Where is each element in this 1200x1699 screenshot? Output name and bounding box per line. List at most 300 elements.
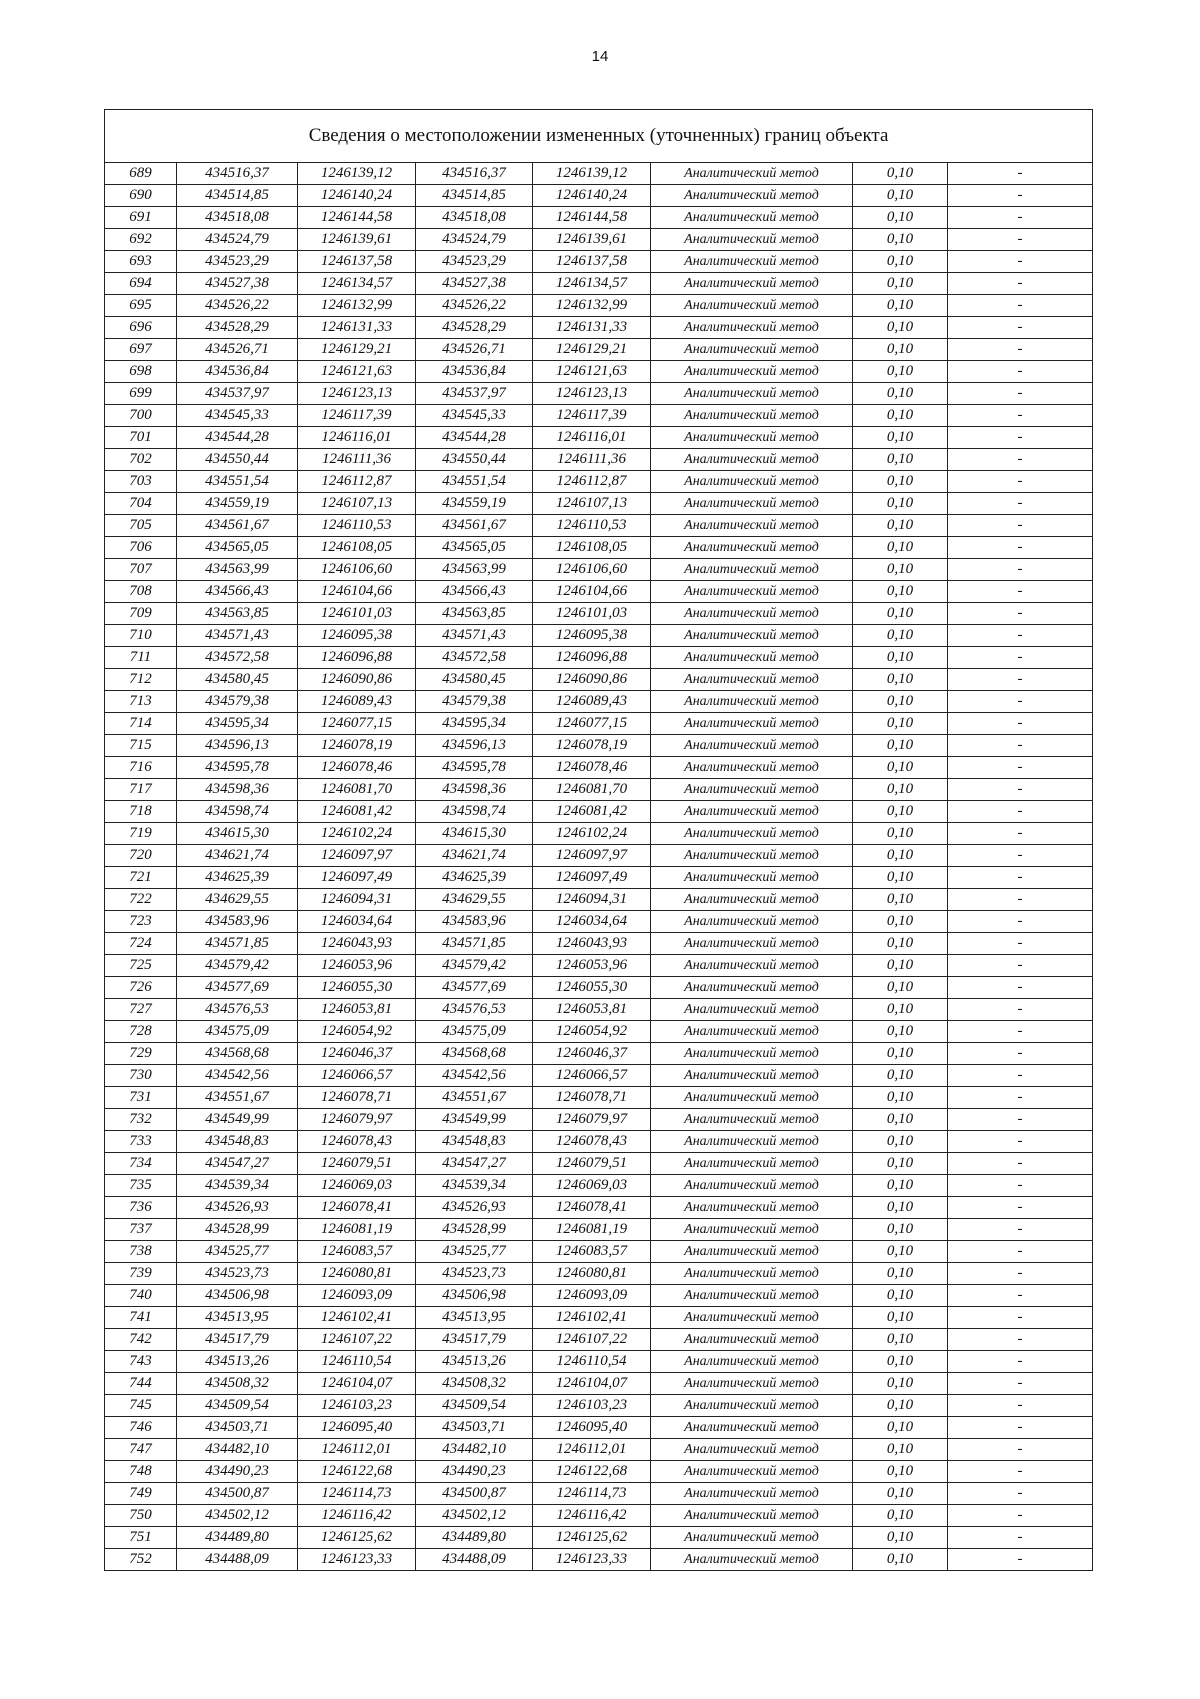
accuracy-cell: 0,10	[853, 185, 948, 207]
method-cell: Аналитический метод	[651, 471, 853, 493]
y-old-cell: 1246123,33	[298, 1549, 416, 1571]
note-cell: -	[948, 1197, 1093, 1219]
y-new-cell: 1246053,96	[533, 955, 651, 977]
table-row	[105, 779, 1093, 801]
boundary-table	[104, 109, 1093, 1571]
note-cell: -	[948, 1395, 1093, 1417]
method-cell: Аналитический метод	[651, 1065, 853, 1087]
y-new-cell: 1246077,15	[533, 713, 651, 735]
method-cell: Аналитический метод	[651, 163, 853, 185]
table-row	[105, 295, 1093, 317]
y-new-cell: 1246114,73	[533, 1483, 651, 1505]
x-new-cell: 434526,71	[416, 339, 533, 361]
note-cell: -	[948, 1065, 1093, 1087]
y-old-cell: 1246123,13	[298, 383, 416, 405]
method-cell: Аналитический метод	[651, 251, 853, 273]
point-number-cell: 704	[105, 493, 177, 515]
y-old-cell: 1246107,13	[298, 493, 416, 515]
y-new-cell: 1246034,64	[533, 911, 651, 933]
y-new-cell: 1246116,01	[533, 427, 651, 449]
y-new-cell: 1246080,81	[533, 1263, 651, 1285]
x-old-cell: 434544,28	[177, 427, 298, 449]
method-cell: Аналитический метод	[651, 1439, 853, 1461]
x-old-cell: 434509,54	[177, 1395, 298, 1417]
y-old-cell: 1246107,22	[298, 1329, 416, 1351]
point-number-cell: 724	[105, 933, 177, 955]
x-new-cell: 434539,34	[416, 1175, 533, 1197]
note-cell: -	[948, 955, 1093, 977]
accuracy-cell: 0,10	[853, 845, 948, 867]
table-row	[105, 383, 1093, 405]
point-number-cell: 751	[105, 1527, 177, 1549]
table-row	[105, 1483, 1093, 1505]
method-cell: Аналитический метод	[651, 779, 853, 801]
x-new-cell: 434575,09	[416, 1021, 533, 1043]
table-row	[105, 911, 1093, 933]
y-new-cell: 1246081,70	[533, 779, 651, 801]
point-number-cell: 738	[105, 1241, 177, 1263]
point-number-cell: 736	[105, 1197, 177, 1219]
method-cell: Аналитический метод	[651, 1087, 853, 1109]
note-cell: -	[948, 911, 1093, 933]
point-number-cell: 740	[105, 1285, 177, 1307]
x-old-cell: 434513,95	[177, 1307, 298, 1329]
point-number-cell: 695	[105, 295, 177, 317]
x-old-cell: 434583,96	[177, 911, 298, 933]
x-old-cell: 434508,32	[177, 1373, 298, 1395]
x-new-cell: 434525,77	[416, 1241, 533, 1263]
x-old-cell: 434580,45	[177, 669, 298, 691]
y-old-cell: 1246103,23	[298, 1395, 416, 1417]
y-old-cell: 1246102,41	[298, 1307, 416, 1329]
x-new-cell: 434629,55	[416, 889, 533, 911]
point-number-cell: 743	[105, 1351, 177, 1373]
y-new-cell: 1246079,97	[533, 1109, 651, 1131]
accuracy-cell: 0,10	[853, 559, 948, 581]
y-old-cell: 1246078,19	[298, 735, 416, 757]
method-cell: Аналитический метод	[651, 1417, 853, 1439]
y-old-cell: 1246089,43	[298, 691, 416, 713]
y-old-cell: 1246077,15	[298, 713, 416, 735]
y-old-cell: 1246043,93	[298, 933, 416, 955]
note-cell: -	[948, 1417, 1093, 1439]
table-row	[105, 1307, 1093, 1329]
point-number-cell: 748	[105, 1461, 177, 1483]
point-number-cell: 722	[105, 889, 177, 911]
y-old-cell: 1246104,66	[298, 581, 416, 603]
note-cell: -	[948, 1285, 1093, 1307]
x-old-cell: 434572,58	[177, 647, 298, 669]
x-old-cell: 434561,67	[177, 515, 298, 537]
x-old-cell: 434565,05	[177, 537, 298, 559]
accuracy-cell: 0,10	[853, 471, 948, 493]
point-number-cell: 698	[105, 361, 177, 383]
method-cell: Аналитический метод	[651, 1549, 853, 1571]
x-old-cell: 434525,77	[177, 1241, 298, 1263]
point-number-cell: 697	[105, 339, 177, 361]
note-cell: -	[948, 1087, 1093, 1109]
y-old-cell: 1246139,61	[298, 229, 416, 251]
note-cell: -	[948, 867, 1093, 889]
point-number-cell: 717	[105, 779, 177, 801]
note-cell: -	[948, 471, 1093, 493]
y-new-cell: 1246123,13	[533, 383, 651, 405]
method-cell: Аналитический метод	[651, 1285, 853, 1307]
page-number: 14	[591, 48, 609, 65]
table-row	[105, 1439, 1093, 1461]
y-old-cell: 1246079,97	[298, 1109, 416, 1131]
y-new-cell: 1246112,01	[533, 1439, 651, 1461]
table-body	[105, 110, 1093, 1571]
x-new-cell: 434571,43	[416, 625, 533, 647]
x-new-cell: 434568,68	[416, 1043, 533, 1065]
method-cell: Аналитический метод	[651, 1505, 853, 1527]
x-new-cell: 434488,09	[416, 1549, 533, 1571]
point-number-cell: 718	[105, 801, 177, 823]
table-row	[105, 207, 1093, 229]
table-row	[105, 1285, 1093, 1307]
accuracy-cell: 0,10	[853, 361, 948, 383]
method-cell: Аналитический метод	[651, 801, 853, 823]
point-number-cell: 691	[105, 207, 177, 229]
table-row	[105, 185, 1093, 207]
accuracy-cell: 0,10	[853, 339, 948, 361]
note-cell: -	[948, 317, 1093, 339]
x-new-cell: 434615,30	[416, 823, 533, 845]
table-row	[105, 1461, 1093, 1483]
x-new-cell: 434551,54	[416, 471, 533, 493]
method-cell: Аналитический метод	[651, 647, 853, 669]
method-cell: Аналитический метод	[651, 405, 853, 427]
note-cell: -	[948, 1109, 1093, 1131]
point-number-cell: 708	[105, 581, 177, 603]
note-cell: -	[948, 801, 1093, 823]
point-number-cell: 703	[105, 471, 177, 493]
note-cell: -	[948, 273, 1093, 295]
y-new-cell: 1246140,24	[533, 185, 651, 207]
x-new-cell: 434549,99	[416, 1109, 533, 1131]
x-new-cell: 434580,45	[416, 669, 533, 691]
accuracy-cell: 0,10	[853, 1527, 948, 1549]
y-new-cell: 1246108,05	[533, 537, 651, 559]
y-new-cell: 1246104,07	[533, 1373, 651, 1395]
accuracy-cell: 0,10	[853, 1483, 948, 1505]
table-row	[105, 867, 1093, 889]
y-old-cell: 1246111,36	[298, 449, 416, 471]
x-new-cell: 434506,98	[416, 1285, 533, 1307]
method-cell: Аналитический метод	[651, 537, 853, 559]
table-row	[105, 1219, 1093, 1241]
x-new-cell: 434577,69	[416, 977, 533, 999]
accuracy-cell: 0,10	[853, 449, 948, 471]
table-row	[105, 1065, 1093, 1087]
y-new-cell: 1246096,88	[533, 647, 651, 669]
x-new-cell: 434527,38	[416, 273, 533, 295]
note-cell: -	[948, 1241, 1093, 1263]
note-cell: -	[948, 1527, 1093, 1549]
y-new-cell: 1246104,66	[533, 581, 651, 603]
point-number-cell: 750	[105, 1505, 177, 1527]
y-old-cell: 1246093,09	[298, 1285, 416, 1307]
y-new-cell: 1246144,58	[533, 207, 651, 229]
x-new-cell: 434576,53	[416, 999, 533, 1021]
note-cell: -	[948, 1439, 1093, 1461]
table-caption-row	[105, 110, 1093, 163]
x-new-cell: 434542,56	[416, 1065, 533, 1087]
method-cell: Аналитический метод	[651, 229, 853, 251]
accuracy-cell: 0,10	[853, 1153, 948, 1175]
accuracy-cell: 0,10	[853, 955, 948, 977]
note-cell: -	[948, 493, 1093, 515]
y-new-cell: 1246110,54	[533, 1351, 651, 1373]
method-cell: Аналитический метод	[651, 1109, 853, 1131]
x-new-cell: 434598,74	[416, 801, 533, 823]
y-old-cell: 1246131,33	[298, 317, 416, 339]
point-number-cell: 713	[105, 691, 177, 713]
point-number-cell: 747	[105, 1439, 177, 1461]
y-new-cell: 1246116,42	[533, 1505, 651, 1527]
method-cell: Аналитический метод	[651, 625, 853, 647]
y-old-cell: 1246112,87	[298, 471, 416, 493]
y-old-cell: 1246078,43	[298, 1131, 416, 1153]
point-number-cell: 712	[105, 669, 177, 691]
x-new-cell: 434547,27	[416, 1153, 533, 1175]
note-cell: -	[948, 581, 1093, 603]
y-old-cell: 1246110,54	[298, 1351, 416, 1373]
method-cell: Аналитический метод	[651, 669, 853, 691]
x-new-cell: 434536,84	[416, 361, 533, 383]
method-cell: Аналитический метод	[651, 823, 853, 845]
x-old-cell: 434550,44	[177, 449, 298, 471]
y-old-cell: 1246144,58	[298, 207, 416, 229]
note-cell: -	[948, 669, 1093, 691]
y-new-cell: 1246125,62	[533, 1527, 651, 1549]
x-old-cell: 434621,74	[177, 845, 298, 867]
y-new-cell: 1246102,24	[533, 823, 651, 845]
y-new-cell: 1246131,33	[533, 317, 651, 339]
x-new-cell: 434550,44	[416, 449, 533, 471]
note-cell: -	[948, 889, 1093, 911]
x-new-cell: 434537,97	[416, 383, 533, 405]
y-old-cell: 1246140,24	[298, 185, 416, 207]
x-old-cell: 434528,99	[177, 1219, 298, 1241]
x-old-cell: 434551,67	[177, 1087, 298, 1109]
x-old-cell: 434563,85	[177, 603, 298, 625]
x-old-cell: 434516,37	[177, 163, 298, 185]
y-new-cell: 1246123,33	[533, 1549, 651, 1571]
y-new-cell: 1246117,39	[533, 405, 651, 427]
y-old-cell: 1246081,42	[298, 801, 416, 823]
y-new-cell: 1246094,31	[533, 889, 651, 911]
point-number-cell: 716	[105, 757, 177, 779]
method-cell: Аналитический метод	[651, 757, 853, 779]
point-number-cell: 727	[105, 999, 177, 1021]
note-cell: -	[948, 361, 1093, 383]
method-cell: Аналитический метод	[651, 889, 853, 911]
x-old-cell: 434502,12	[177, 1505, 298, 1527]
table-row	[105, 801, 1093, 823]
y-old-cell: 1246090,86	[298, 669, 416, 691]
accuracy-cell: 0,10	[853, 801, 948, 823]
note-cell: -	[948, 185, 1093, 207]
note-cell: -	[948, 977, 1093, 999]
note-cell: -	[948, 559, 1093, 581]
table-row	[105, 603, 1093, 625]
y-old-cell: 1246053,81	[298, 999, 416, 1021]
y-old-cell: 1246083,57	[298, 1241, 416, 1263]
x-old-cell: 434514,85	[177, 185, 298, 207]
table-row	[105, 1417, 1093, 1439]
method-cell: Аналитический метод	[651, 1329, 853, 1351]
x-old-cell: 434571,85	[177, 933, 298, 955]
y-new-cell: 1246079,51	[533, 1153, 651, 1175]
method-cell: Аналитический метод	[651, 713, 853, 735]
method-cell: Аналитический метод	[651, 1175, 853, 1197]
accuracy-cell: 0,10	[853, 691, 948, 713]
point-number-cell: 752	[105, 1549, 177, 1571]
table-row	[105, 581, 1093, 603]
method-cell: Аналитический метод	[651, 185, 853, 207]
table-row	[105, 405, 1093, 427]
x-old-cell: 434576,53	[177, 999, 298, 1021]
y-old-cell: 1246116,01	[298, 427, 416, 449]
accuracy-cell: 0,10	[853, 1417, 948, 1439]
y-old-cell: 1246121,63	[298, 361, 416, 383]
y-old-cell: 1246081,19	[298, 1219, 416, 1241]
x-new-cell: 434514,85	[416, 185, 533, 207]
note-cell: -	[948, 339, 1093, 361]
x-new-cell: 434508,32	[416, 1373, 533, 1395]
table-row	[105, 999, 1093, 1021]
table-row	[105, 515, 1093, 537]
note-cell: -	[948, 449, 1093, 471]
table-row	[105, 339, 1093, 361]
x-new-cell: 434518,08	[416, 207, 533, 229]
table-title: Сведения о местоположении измененных (уточненных) границ объекта	[105, 110, 1093, 163]
accuracy-cell: 0,10	[853, 383, 948, 405]
x-new-cell: 434502,12	[416, 1505, 533, 1527]
x-old-cell: 434506,98	[177, 1285, 298, 1307]
x-old-cell: 434536,84	[177, 361, 298, 383]
method-cell: Аналитический метод	[651, 515, 853, 537]
point-number-cell: 690	[105, 185, 177, 207]
method-cell: Аналитический метод	[651, 1131, 853, 1153]
accuracy-cell: 0,10	[853, 1285, 948, 1307]
y-old-cell: 1246134,57	[298, 273, 416, 295]
accuracy-cell: 0,10	[853, 977, 948, 999]
method-cell: Аналитический метод	[651, 1043, 853, 1065]
y-new-cell: 1246139,12	[533, 163, 651, 185]
y-new-cell: 1246055,30	[533, 977, 651, 999]
point-number-cell: 721	[105, 867, 177, 889]
method-cell: Аналитический метод	[651, 581, 853, 603]
point-number-cell: 715	[105, 735, 177, 757]
y-new-cell: 1246121,63	[533, 361, 651, 383]
table-row	[105, 317, 1093, 339]
method-cell: Аналитический метод	[651, 1307, 853, 1329]
accuracy-cell: 0,10	[853, 999, 948, 1021]
note-cell: -	[948, 383, 1093, 405]
method-cell: Аналитический метод	[651, 691, 853, 713]
accuracy-cell: 0,10	[853, 867, 948, 889]
note-cell: -	[948, 229, 1093, 251]
accuracy-cell: 0,10	[853, 405, 948, 427]
note-cell: -	[948, 1549, 1093, 1571]
x-new-cell: 434523,29	[416, 251, 533, 273]
method-cell: Аналитический метод	[651, 1153, 853, 1175]
x-new-cell: 434583,96	[416, 911, 533, 933]
x-old-cell: 434571,43	[177, 625, 298, 647]
table-row	[105, 1197, 1093, 1219]
point-number-cell: 710	[105, 625, 177, 647]
y-new-cell: 1246110,53	[533, 515, 651, 537]
note-cell: -	[948, 1219, 1093, 1241]
y-new-cell: 1246101,03	[533, 603, 651, 625]
point-number-cell: 723	[105, 911, 177, 933]
y-old-cell: 1246079,51	[298, 1153, 416, 1175]
method-cell: Аналитический метод	[651, 427, 853, 449]
x-new-cell: 434509,54	[416, 1395, 533, 1417]
note-cell: -	[948, 845, 1093, 867]
x-old-cell: 434563,99	[177, 559, 298, 581]
method-cell: Аналитический метод	[651, 867, 853, 889]
point-number-cell: 730	[105, 1065, 177, 1087]
point-number-cell: 719	[105, 823, 177, 845]
x-new-cell: 434559,19	[416, 493, 533, 515]
x-old-cell: 434549,99	[177, 1109, 298, 1131]
y-new-cell: 1246066,57	[533, 1065, 651, 1087]
y-old-cell: 1246034,64	[298, 911, 416, 933]
note-cell: -	[948, 295, 1093, 317]
y-new-cell: 1246129,21	[533, 339, 651, 361]
method-cell: Аналитический метод	[651, 1263, 853, 1285]
x-old-cell: 434539,34	[177, 1175, 298, 1197]
note-cell: -	[948, 251, 1093, 273]
point-number-cell: 689	[105, 163, 177, 185]
x-new-cell: 434566,43	[416, 581, 533, 603]
accuracy-cell: 0,10	[853, 1175, 948, 1197]
y-new-cell: 1246103,23	[533, 1395, 651, 1417]
x-new-cell: 434524,79	[416, 229, 533, 251]
x-new-cell: 434579,42	[416, 955, 533, 977]
method-cell: Аналитический метод	[651, 1395, 853, 1417]
x-new-cell: 434551,67	[416, 1087, 533, 1109]
accuracy-cell: 0,10	[853, 317, 948, 339]
y-old-cell: 1246132,99	[298, 295, 416, 317]
point-number-cell: 745	[105, 1395, 177, 1417]
y-old-cell: 1246108,05	[298, 537, 416, 559]
accuracy-cell: 0,10	[853, 1065, 948, 1087]
accuracy-cell: 0,10	[853, 537, 948, 559]
method-cell: Аналитический метод	[651, 207, 853, 229]
table-row	[105, 559, 1093, 581]
table-row	[105, 361, 1093, 383]
y-old-cell: 1246110,53	[298, 515, 416, 537]
x-old-cell: 434524,79	[177, 229, 298, 251]
table-row	[105, 1329, 1093, 1351]
y-old-cell: 1246078,71	[298, 1087, 416, 1109]
y-old-cell: 1246104,07	[298, 1373, 416, 1395]
table-row	[105, 493, 1093, 515]
table-row	[105, 1043, 1093, 1065]
table-row	[105, 669, 1093, 691]
y-new-cell: 1246097,97	[533, 845, 651, 867]
accuracy-cell: 0,10	[853, 735, 948, 757]
table-row	[105, 1131, 1093, 1153]
point-number-cell: 694	[105, 273, 177, 295]
accuracy-cell: 0,10	[853, 1087, 948, 1109]
table-row	[105, 955, 1093, 977]
